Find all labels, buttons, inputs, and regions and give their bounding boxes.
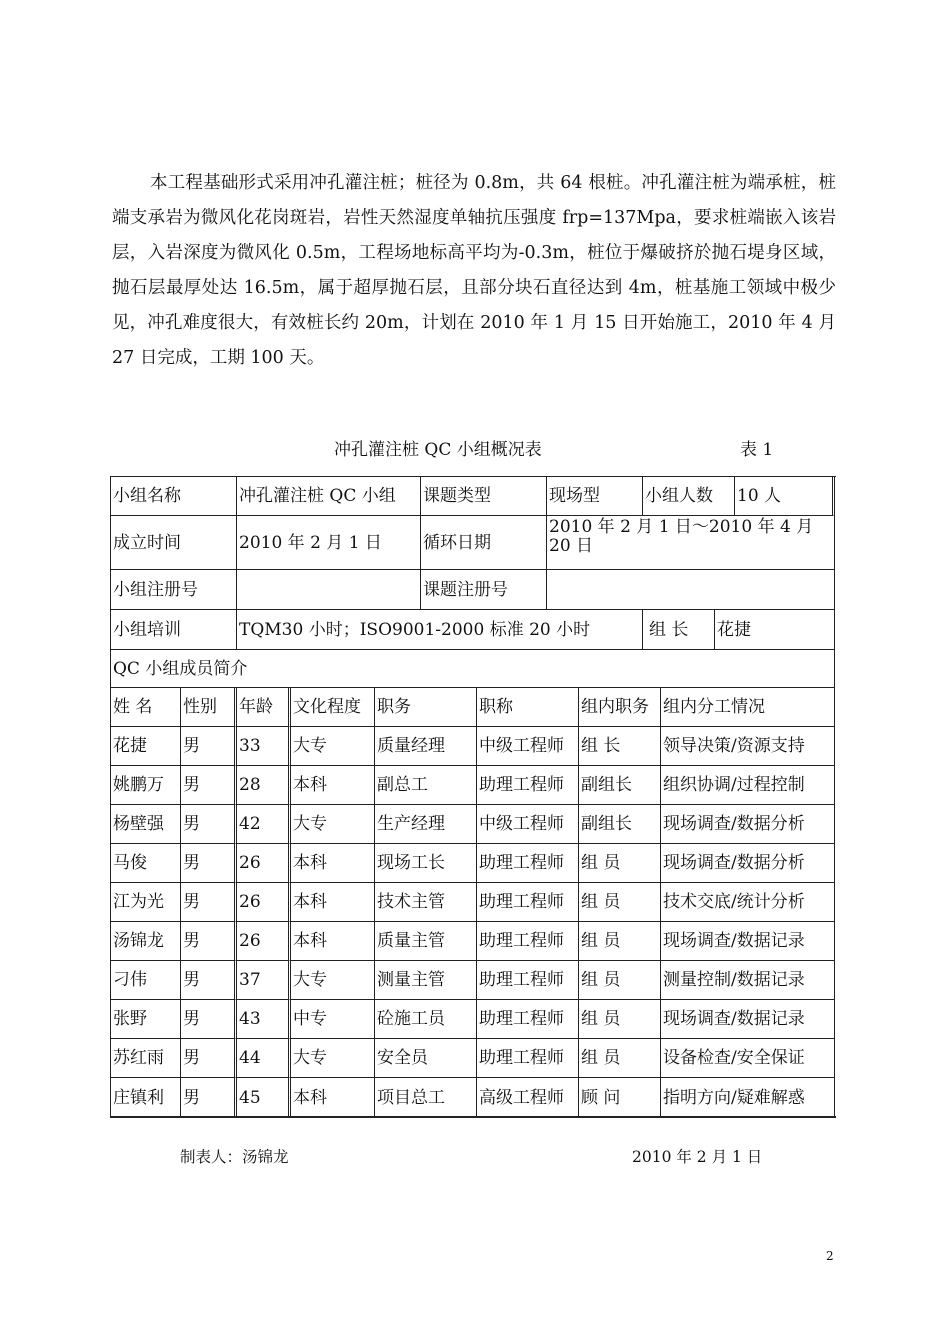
row-registration [111, 570, 835, 610]
member-duty: 组织协调/过程控制 [661, 766, 835, 805]
member-education: 本科 [291, 922, 375, 961]
member-age: 28 [237, 766, 291, 805]
header-duty: 组内分工情况 [661, 688, 835, 727]
page-number: 2 [826, 1249, 834, 1263]
cycle-value: 2010 年 2 月 1 日～2010 年 4 月 20 日 [547, 516, 835, 570]
member-age: 26 [237, 922, 291, 961]
member-duty: 技术交底/统计分析 [661, 883, 835, 922]
founded-value: 2010 年 2 月 1 日 [237, 516, 421, 570]
member-age: 33 [237, 727, 291, 766]
member-name: 刁伟 [111, 961, 181, 1000]
topic-type-label: 课题类型 [421, 477, 547, 516]
member-group-role: 副组长 [579, 805, 661, 844]
header-position: 职务 [375, 688, 477, 727]
founded-label: 成立时间 [111, 516, 237, 570]
leader-label: 组 长 [643, 610, 715, 650]
header-age: 年龄 [237, 688, 291, 727]
member-group-role: 组 员 [579, 922, 661, 961]
member-position: 技术主管 [375, 883, 477, 922]
member-title: 助理工程师 [477, 1039, 579, 1078]
member-gender: 男 [181, 1039, 237, 1078]
group-name-value: 冲孔灌注桩 QC 小组 [237, 477, 421, 516]
intro-paragraph: 本工程基础形式采用冲孔灌注桩；桩径为 0.8m，共 64 根桩。冲孔灌注桩为端承桩，桩端支承岩为微风化花岗斑岩，岩性天然湿度单轴抗压强度 frp=137Mpa，要求桩端嵌入该岩层，入岩深度为微风化 0.5m，工程场地标高平均为-0.3m，桩位于爆破挤於抛石堤身区域，抛石层最厚处达 16.5m，属于超厚抛石层，且部分块石直径达到 4m，桩基施工领域中极少见，冲孔难度很大，有效桩长约 20m，计划在 2010 年 1 月 15 日开始施工，2010 年 4 月 27 日完成，工期 100 天。 [112, 173, 836, 368]
member-name: 姚鹏万 [111, 766, 181, 805]
member-education: 大专 [291, 961, 375, 1000]
member-row [111, 1000, 835, 1039]
member-duty: 指明方向/疑难解惑 [661, 1078, 835, 1117]
topic-reg-label: 课题注册号 [421, 570, 547, 610]
member-education: 大专 [291, 1039, 375, 1078]
cycle-label: 循环日期 [421, 516, 547, 570]
member-row [111, 883, 835, 922]
member-name: 张野 [111, 1000, 181, 1039]
header-education: 文化程度 [291, 688, 375, 727]
member-duty: 领导决策/资源支持 [661, 727, 835, 766]
member-age: 37 [237, 961, 291, 1000]
member-name: 汤锦龙 [111, 922, 181, 961]
member-group-role: 副组长 [579, 766, 661, 805]
member-position: 砼施工员 [375, 1000, 477, 1039]
member-group-role: 组 员 [579, 1039, 661, 1078]
member-gender: 男 [181, 766, 237, 805]
member-age: 43 [237, 1000, 291, 1039]
table-number: 表 1 [740, 440, 774, 460]
member-count-value: 10 人 [735, 477, 835, 516]
member-gender: 男 [181, 1000, 237, 1039]
member-duty: 现场调查/数据分析 [661, 805, 835, 844]
member-name: 马俊 [111, 844, 181, 883]
member-name: 杨壁强 [111, 805, 181, 844]
member-position: 测量主管 [375, 961, 477, 1000]
member-gender: 男 [181, 844, 237, 883]
member-age: 44 [237, 1039, 291, 1078]
member-gender: 男 [181, 922, 237, 961]
member-duty: 设备检查/安全保证 [661, 1039, 835, 1078]
qc-group-table [110, 476, 836, 1118]
member-position: 安全员 [375, 1039, 477, 1078]
member-education: 大专 [291, 805, 375, 844]
member-group-role: 组 员 [579, 883, 661, 922]
member-row [111, 766, 835, 805]
member-title: 中级工程师 [477, 727, 579, 766]
member-title: 中级工程师 [477, 805, 579, 844]
member-group-role: 组 长 [579, 727, 661, 766]
member-row [111, 805, 835, 844]
member-age: 42 [237, 805, 291, 844]
member-title: 助理工程师 [477, 883, 579, 922]
training-label: 小组培训 [111, 610, 237, 650]
member-education: 本科 [291, 844, 375, 883]
member-title: 助理工程师 [477, 922, 579, 961]
topic-type-value: 现场型 [547, 477, 643, 516]
member-position: 副总工 [375, 766, 477, 805]
members-header-row [111, 688, 835, 727]
member-group-role: 组 员 [579, 844, 661, 883]
table-title: 冲孔灌注桩 QC 小组概况表 [334, 440, 542, 460]
member-gender: 男 [181, 961, 237, 1000]
member-education: 本科 [291, 1078, 375, 1117]
header-name: 姓 名 [111, 688, 181, 727]
member-position: 项目总工 [375, 1078, 477, 1117]
member-title: 助理工程师 [477, 766, 579, 805]
member-education: 中专 [291, 1000, 375, 1039]
member-position: 生产经理 [375, 805, 477, 844]
member-position: 现场工长 [375, 844, 477, 883]
member-row [111, 922, 835, 961]
member-age: 26 [237, 883, 291, 922]
table-maker: 制表人：汤锦龙 [180, 1148, 289, 1166]
topic-reg-value [547, 570, 835, 610]
row-founded [111, 516, 835, 570]
member-gender: 男 [181, 1078, 237, 1117]
member-age: 45 [237, 1078, 291, 1117]
member-group-role: 顾 问 [579, 1078, 661, 1117]
header-group-role: 组内职务 [579, 688, 661, 727]
member-duty: 现场调查/数据记录 [661, 922, 835, 961]
member-row [111, 961, 835, 1000]
table-date: 2010 年 2 月 1 日 [632, 1148, 763, 1166]
member-duty: 现场调查/数据记录 [661, 1000, 835, 1039]
row-group-name [111, 477, 835, 516]
group-name-label: 小组名称 [111, 477, 237, 516]
leader-value: 花捷 [715, 610, 835, 650]
header-gender: 性别 [181, 688, 237, 727]
member-title: 助理工程师 [477, 1000, 579, 1039]
member-group-role: 组 员 [579, 961, 661, 1000]
member-name: 江为光 [111, 883, 181, 922]
member-row [111, 1039, 835, 1078]
row-members-title [111, 650, 835, 688]
member-education: 大专 [291, 727, 375, 766]
member-gender: 男 [181, 883, 237, 922]
member-position: 质量经理 [375, 727, 477, 766]
member-title: 助理工程师 [477, 961, 579, 1000]
member-position: 质量主管 [375, 922, 477, 961]
member-row [111, 844, 835, 883]
table-caption [112, 436, 836, 464]
member-title: 助理工程师 [477, 844, 579, 883]
member-duty: 现场调查/数据分析 [661, 844, 835, 883]
row-training [111, 610, 835, 650]
member-name: 庄镇利 [111, 1078, 181, 1117]
member-row [111, 727, 835, 766]
member-age: 26 [237, 844, 291, 883]
training-value: TQM30 小时；ISO9001-2000 标准 20 小时 [237, 610, 643, 650]
member-name: 花捷 [111, 727, 181, 766]
members-title: QC 小组成员简介 [111, 650, 835, 688]
member-gender: 男 [181, 805, 237, 844]
member-name: 苏红雨 [111, 1039, 181, 1078]
group-reg-value [237, 570, 421, 610]
member-count-label: 小组人数 [643, 477, 735, 516]
header-title: 职称 [477, 688, 579, 727]
member-gender: 男 [181, 727, 237, 766]
member-title: 高级工程师 [477, 1078, 579, 1117]
member-group-role: 组 员 [579, 1000, 661, 1039]
member-duty: 测量控制/数据记录 [661, 961, 835, 1000]
member-education: 本科 [291, 766, 375, 805]
member-row [111, 1078, 835, 1117]
member-education: 本科 [291, 883, 375, 922]
group-reg-label: 小组注册号 [111, 570, 237, 610]
